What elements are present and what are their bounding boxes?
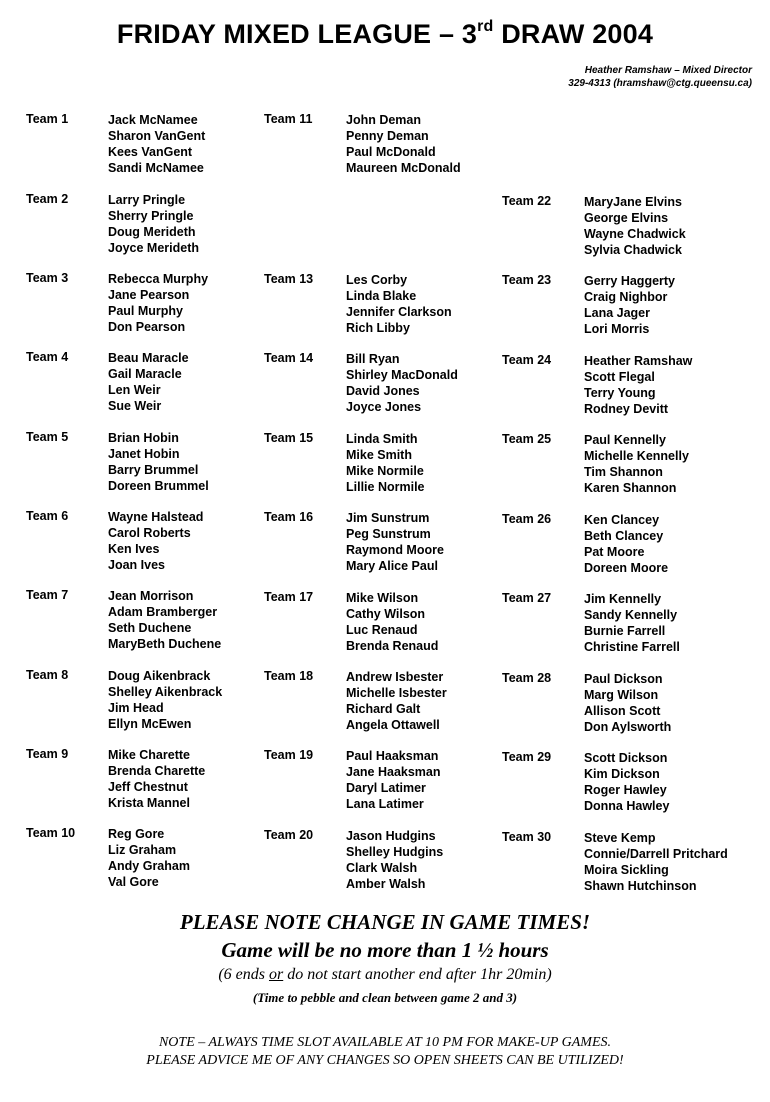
team-members	[346, 828, 443, 892]
member-name: Doreen Moore	[584, 561, 669, 575]
member-name: Rebecca Murphy	[108, 272, 209, 286]
member-name: Mike Charette	[108, 748, 190, 762]
team-label: Team 7	[26, 588, 69, 602]
member-name: Doug Merideth	[108, 225, 196, 239]
member-name: Michelle Kennelly	[584, 449, 689, 463]
team-label: Team 2	[26, 192, 69, 206]
team-members	[584, 591, 680, 655]
member-name: Sherry Pringle	[108, 209, 194, 223]
member-name: Rich Libby	[346, 321, 410, 335]
member-name: Joyce Merideth	[108, 241, 200, 255]
team-label: Team 24	[502, 353, 552, 367]
member-name: Peg Sunstrum	[346, 527, 431, 541]
team-members	[346, 748, 441, 812]
team-label: Team 25	[502, 432, 552, 446]
member-name: Shawn Hutchinson	[584, 879, 697, 893]
member-name: Lana Latimer	[346, 797, 424, 811]
member-name: Maureen McDonald	[346, 161, 461, 175]
member-name: Clark Walsh	[346, 861, 418, 875]
member-name: Steve Kemp	[584, 831, 656, 845]
team-members	[346, 272, 452, 336]
member-name: Ken Ives	[108, 542, 160, 556]
team-label: Team 20	[264, 828, 314, 842]
member-name: Sue Weir	[108, 399, 162, 413]
member-name: Lana Jager	[584, 306, 651, 320]
ends-rule-part-b: do not start another end after 1hr 20min)	[283, 966, 552, 983]
member-name: Sylvia Chadwick	[584, 243, 682, 257]
member-name: MaryJane Elvins	[584, 195, 682, 209]
member-name: Ken Clancey	[584, 513, 660, 527]
team-members	[108, 192, 199, 256]
member-name: Sandi McNamee	[108, 161, 204, 175]
team-members	[108, 588, 221, 652]
member-name: Len Weir	[108, 383, 161, 397]
member-name: Jason Hudgins	[346, 829, 436, 843]
member-name: Beau Maracle	[108, 351, 189, 365]
member-name: Connie/Darrell Pritchard	[584, 847, 728, 861]
title-main: FRIDAY MIXED LEAGUE – 3	[116, 19, 478, 49]
member-name: Donna Hawley	[584, 799, 670, 813]
team-members	[108, 271, 208, 335]
member-name: Andy Graham	[108, 859, 190, 873]
ends-rule-notice	[0, 966, 770, 984]
team-members	[108, 747, 205, 811]
team-members	[346, 510, 444, 574]
member-name: Liz Graham	[108, 843, 177, 857]
member-name: Reg Gore	[108, 827, 165, 841]
member-name: Beth Clancey	[584, 529, 664, 543]
page-title	[0, 18, 770, 50]
team-members	[108, 509, 203, 573]
member-name: Daryl Latimer	[346, 781, 426, 795]
member-name: Joan Ives	[108, 558, 165, 572]
member-name: Jim Sunstrum	[346, 511, 430, 525]
team-label: Team 10	[26, 826, 76, 840]
team-members	[108, 668, 222, 732]
title-superscript: rd	[477, 18, 494, 35]
team-members	[346, 669, 447, 733]
member-name: Mary Alice Paul	[346, 559, 438, 573]
team-label: Team 17	[264, 590, 314, 604]
member-name: Rodney Devitt	[584, 402, 669, 416]
member-name: Shelley Hudgins	[346, 845, 444, 859]
team-label: Team 1	[26, 112, 69, 126]
pebble-notice: (Time to pebble and clean between game 2 and 3)	[252, 990, 518, 1005]
team-label: Team 30	[502, 830, 552, 844]
member-name: Barry Brummel	[108, 463, 199, 477]
member-name: Gail Maracle	[108, 367, 182, 381]
team-label: Team 19	[264, 748, 314, 762]
member-name: Amber Walsh	[346, 877, 426, 891]
team-members	[346, 431, 425, 495]
game-duration-notice: Game will be no more than 1 ½ hours	[221, 938, 549, 962]
member-name: Doreen Brummel	[108, 479, 209, 493]
member-name: Tim Shannon	[584, 465, 663, 479]
member-name: Jim Kennelly	[584, 592, 662, 606]
team-label: Team 5	[26, 430, 69, 444]
team-label: Team 6	[26, 509, 69, 523]
member-name: MaryBeth Duchene	[108, 637, 222, 651]
team-label: Team 14	[264, 351, 314, 365]
team-label: Team 13	[264, 272, 314, 286]
member-name: Scott Flegal	[584, 370, 655, 384]
member-name: Doug Aikenbrack	[108, 669, 211, 683]
team-label: Team 29	[502, 750, 552, 764]
title-tail: DRAW 2004	[493, 19, 654, 49]
member-name: Moira Sickling	[584, 863, 669, 877]
member-name: Penny Deman	[346, 129, 429, 143]
member-name: Jane Pearson	[108, 288, 190, 302]
member-name: Sandy Kennelly	[584, 608, 678, 622]
member-name: Jim Head	[108, 701, 164, 715]
director-phone-email: 329-4313 (hramshaw@ctg.queensu.ca)	[568, 78, 752, 89]
member-name: Jeff Chestnut	[108, 780, 188, 794]
team-members	[108, 826, 190, 890]
member-name: Krista Mannel	[108, 796, 190, 810]
makeup-games-notice	[0, 1034, 770, 1070]
team-label: Team 26	[502, 512, 552, 526]
member-name: John Deman	[346, 113, 422, 127]
member-name: Paul Kennelly	[584, 433, 666, 447]
member-name: Gerry Haggerty	[584, 274, 676, 288]
member-name: Paul Murphy	[108, 304, 184, 318]
member-name: David Jones	[346, 384, 420, 398]
member-name: Carol Roberts	[108, 526, 191, 540]
member-name: Andrew Isbester	[346, 670, 444, 684]
member-name: Wayne Chadwick	[584, 227, 686, 241]
team-members	[584, 512, 668, 576]
member-name: Brian Hobin	[108, 431, 179, 445]
member-name: Marg Wilson	[584, 688, 659, 702]
team-members	[108, 112, 205, 176]
member-name: Paul Haaksman	[346, 749, 439, 763]
member-name: Linda Blake	[346, 289, 417, 303]
member-name: Allison Scott	[584, 704, 661, 718]
game-times-notice: PLEASE NOTE CHANGE IN GAME TIMES!	[179, 910, 591, 934]
member-name: Val Gore	[108, 875, 159, 889]
member-name: Linda Smith	[346, 432, 418, 446]
director-contact	[452, 64, 752, 90]
member-name: Lori Morris	[584, 322, 650, 336]
team-label: Team 3	[26, 271, 69, 285]
team-members	[584, 273, 675, 337]
team-members	[584, 432, 689, 496]
team-label: Team 16	[264, 510, 314, 524]
director-name: Heather Ramshaw – Mixed Director	[584, 65, 752, 76]
member-name: Brenda Renaud	[346, 639, 439, 653]
team-members	[346, 112, 461, 176]
member-name: Heather Ramshaw	[584, 354, 693, 368]
member-name: Shelley Aikenbrack	[108, 685, 223, 699]
member-name: Bill Ryan	[346, 352, 400, 366]
member-name: Kim Dickson	[584, 767, 660, 781]
team-label: Team 18	[264, 669, 314, 683]
team-members	[584, 671, 671, 735]
team-members	[346, 590, 438, 654]
member-name: Brenda Charette	[108, 764, 206, 778]
member-name: Mike Wilson	[346, 591, 419, 605]
member-name: Paul McDonald	[346, 145, 436, 159]
member-name: Don Pearson	[108, 320, 186, 334]
team-members	[584, 830, 728, 894]
team-members	[346, 351, 458, 415]
member-name: Karen Shannon	[584, 481, 677, 495]
member-name: Ellyn McEwen	[108, 717, 192, 731]
member-name: Cathy Wilson	[346, 607, 426, 621]
member-name: Burnie Farrell	[584, 624, 666, 638]
team-label: Team 27	[502, 591, 552, 605]
ends-rule-part-a: (6 ends	[218, 966, 269, 983]
member-name: Michelle Isbester	[346, 686, 447, 700]
team-label: Team 4	[26, 350, 69, 364]
team-members	[108, 350, 189, 414]
team-label: Team 8	[26, 668, 69, 682]
member-name: Adam Bramberger	[108, 605, 218, 619]
member-name: Les Corby	[346, 273, 408, 287]
member-name: Roger Hawley	[584, 783, 667, 797]
member-name: Paul Dickson	[584, 672, 663, 686]
team-label: Team 22	[502, 194, 552, 208]
makeup-line: NOTE – ALWAYS TIME SLOT AVAILABLE AT 10 PM FOR MAKE-UP GAMES.	[158, 1035, 612, 1050]
team-label: Team 28	[502, 671, 552, 685]
member-name: Craig Nighbor	[584, 290, 668, 304]
member-name: Kees VanGent	[108, 145, 193, 159]
member-name: Janet Hobin	[108, 447, 180, 461]
team-members	[584, 353, 692, 417]
member-name: Richard Galt	[346, 702, 421, 716]
changes-line: PLEASE ADVICE ME OF ANY CHANGES SO OPEN SHEETS CAN BE UTILIZED!	[146, 1053, 624, 1068]
team-members	[584, 750, 669, 814]
ends-rule-or: or	[268, 966, 284, 983]
member-name: Seth Duchene	[108, 621, 192, 635]
member-name: Raymond Moore	[346, 543, 444, 557]
member-name: Larry Pringle	[108, 193, 186, 207]
member-name: Christine Farrell	[584, 640, 680, 654]
member-name: Angela Ottawell	[346, 718, 440, 732]
team-label: Team 9	[26, 747, 69, 761]
member-name: Pat Moore	[584, 545, 645, 559]
member-name: Joyce Jones	[346, 400, 422, 414]
team-members	[108, 430, 209, 494]
member-name: Don Aylsworth	[584, 720, 672, 734]
team-members	[584, 194, 686, 258]
member-name: Scott Dickson	[584, 751, 668, 765]
member-name: Jennifer Clarkson	[346, 305, 452, 319]
team-label: Team 11	[264, 112, 313, 126]
member-name: Jack McNamee	[108, 113, 198, 127]
team-label: Team 15	[264, 431, 314, 445]
member-name: Mike Normile	[346, 464, 424, 478]
member-name: Luc Renaud	[346, 623, 418, 637]
team-label: Team 23	[502, 273, 552, 287]
member-name: Sharon VanGent	[108, 129, 206, 143]
member-name: Terry Young	[584, 386, 656, 400]
member-name: Jean Morrison	[108, 589, 194, 603]
member-name: George Elvins	[584, 211, 669, 225]
member-name: Lillie Normile	[346, 480, 425, 494]
member-name: Jane Haaksman	[346, 765, 441, 779]
member-name: Wayne Halstead	[108, 510, 204, 524]
member-name: Mike Smith	[346, 448, 412, 462]
member-name: Shirley MacDonald	[346, 368, 458, 382]
